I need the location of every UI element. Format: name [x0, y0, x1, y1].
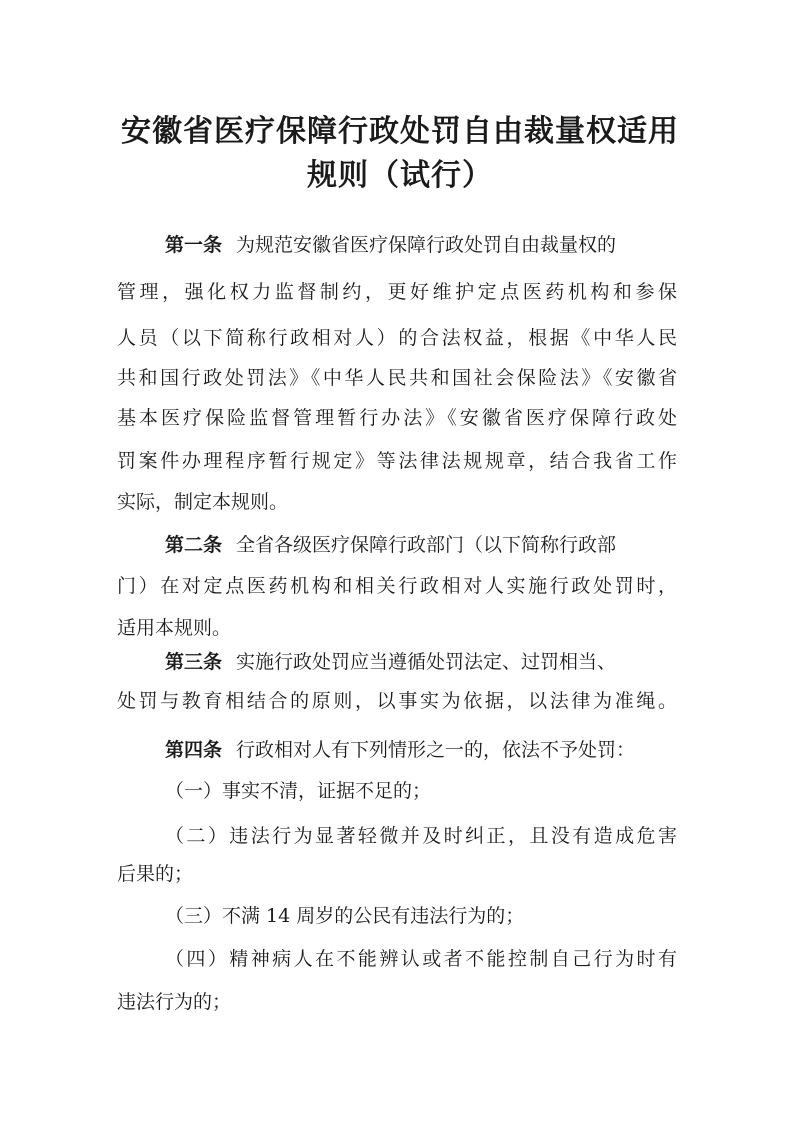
- article-1-text-1: 为规范安徽省医疗保障行政处罚自由裁量权的: [236, 234, 617, 256]
- article-2-label: 第二条: [165, 534, 223, 556]
- article-2-line-1: 第二条 全省各级医疗保障行政部门（以下简称行政部: [165, 534, 617, 556]
- document-title-line2: 规则（试行）: [307, 158, 493, 193]
- article-3-line-2: 处罚与教育相结合的原则，以事实为依据，以法律为准绳。: [117, 690, 677, 712]
- article-4-line-1: 第四条 行政相对人有下列情形之一的，依法不予处罚：: [165, 739, 636, 761]
- article-1-line-4: 共和国行政处罚法》《中华人民共和国社会保险法》《安徽省: [117, 367, 677, 389]
- article-1-line-3: 人员（以下简称行政相对人）的合法权益，根据《中华人民: [117, 327, 677, 349]
- article-1-line-2: 管理，强化权力监督制约，更好维护定点医药机构和参保: [117, 281, 677, 303]
- article-3-label: 第三条: [165, 651, 223, 673]
- article-4-label: 第四条: [165, 739, 223, 761]
- article-1-line-1: [165, 232, 677, 258]
- article-1-line-7: 实际，制定本规则。: [117, 491, 289, 513]
- article-4-item-4-line-2: 违法行为的；: [117, 991, 232, 1013]
- article-3-line-1: 第三条 实施行政处罚应当遵循处罚法定、过罚相当、: [165, 651, 617, 673]
- document-title-line1: 安徽省医疗保障行政处罚自由裁量权适用: [121, 114, 679, 149]
- article-1-label: 第一条: [165, 234, 223, 256]
- article-2-line-2: 门）在对定点医药机构和相关行政相对人实施行政处罚时，: [117, 575, 677, 597]
- article-1-line-6: 罚案件办理程序暂行规定》等法律法规规章，结合我省工作: [117, 450, 677, 472]
- article-4-item-4-line-1: （四）精神病人在不能辨认或者不能控制自己行为时有: [165, 948, 677, 970]
- article-2-line-3: 适用本规则。: [117, 617, 232, 639]
- article-1-line-5: 基本医疗保险监督管理暂行办法》《安徽省医疗保障行政处: [117, 407, 677, 429]
- article-4-item-1: （一）事实不清，证据不足的；: [165, 780, 432, 802]
- article-4-item-2-line-1: （二）违法行为显著轻微并及时纠正，且没有造成危害: [165, 825, 677, 847]
- article-4-item-2-line-2: 后果的；: [117, 863, 194, 885]
- article-4-item-3: （三）不满 14 周岁的公民有违法行为的；: [165, 905, 525, 927]
